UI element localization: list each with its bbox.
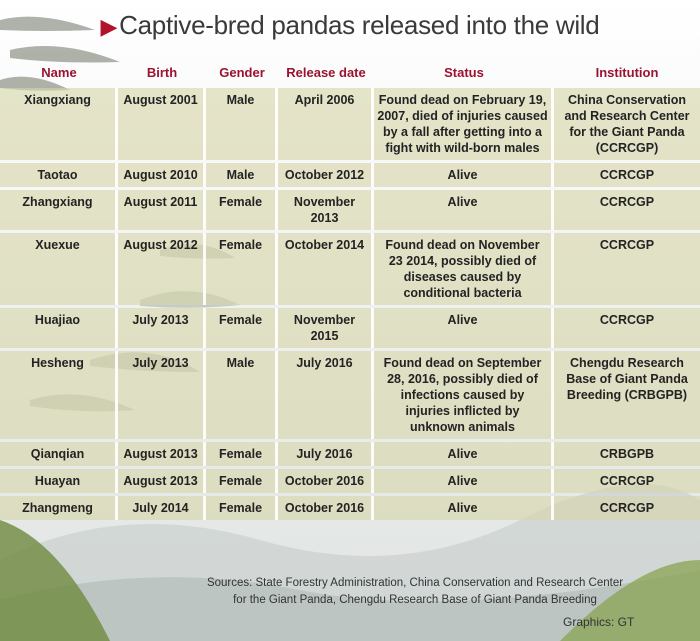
cell-institution: CCRCGP	[554, 469, 700, 493]
cell-release-date: October 2012	[278, 163, 374, 187]
table-row	[0, 442, 700, 466]
cell-gender: Female	[206, 496, 278, 520]
cell-institution: CCRCGP	[554, 308, 700, 348]
cell-release-date: November 2013	[278, 190, 374, 230]
cell-name: Hesheng	[0, 351, 118, 439]
title-text: Captive-bred pandas released into the wild	[119, 10, 600, 40]
header-birth: Birth	[146, 64, 178, 80]
sources-note: Sources: State Forestry Administration, China Conservation and Research Center for the Giant Panda, Chengdu Research Base of Giant Panda Breeding	[206, 577, 624, 606]
cell-gender: Female	[206, 190, 278, 230]
table-row	[0, 233, 700, 305]
cell-gender: Female	[206, 469, 278, 493]
cell-birth: August 2010	[118, 163, 206, 187]
cell-status: Found dead on November 23 2014, possibly died of diseases caused by conditional bacteria	[374, 233, 554, 305]
cell-release-date: October 2014	[278, 233, 374, 305]
triangle-bullet-icon: ▶	[100, 14, 118, 39]
header-status: Status	[444, 64, 484, 80]
cell-release-date: October 2016	[278, 469, 374, 493]
table-row	[0, 351, 700, 439]
cell-birth: July 2014	[118, 496, 206, 520]
cell-birth: August 2013	[118, 442, 206, 466]
cell-status: Found dead on September 28, 2016, possibly died of infections caused by injuries inflicted by unknown animals	[374, 351, 554, 439]
cell-institution: China Conservation and Research Center for the Giant Panda (CCRCGP)	[554, 88, 700, 160]
graphics-credit: Graphics: GT	[563, 615, 635, 629]
header-gender: Gender	[219, 64, 265, 80]
cell-institution: CRBGPB	[554, 442, 700, 466]
cell-birth: July 2013	[118, 351, 206, 439]
cell-name: Qianqian	[0, 442, 118, 466]
cell-birth: August 2001	[118, 88, 206, 160]
cell-gender: Female	[206, 308, 278, 348]
cell-gender: Female	[206, 442, 278, 466]
cell-release-date: July 2016	[278, 442, 374, 466]
header-release-date: Release date	[286, 64, 366, 80]
cell-name: Zhangxiang	[0, 190, 118, 230]
cell-institution: CCRCGP	[554, 233, 700, 305]
table-row	[0, 308, 700, 348]
table-row	[0, 163, 700, 187]
cell-status: Alive	[374, 469, 554, 493]
cell-name: Huayan	[0, 469, 118, 493]
cell-institution: CCRCGP	[554, 163, 700, 187]
cell-status: Found dead on February 19, 2007, died of injuries caused by a fall after getting into a fight with wild-born males	[374, 88, 554, 160]
cell-name: Taotao	[0, 163, 118, 187]
cell-release-date: November 2015	[278, 308, 374, 348]
cell-birth: August 2011	[118, 190, 206, 230]
cell-name: Xiangxiang	[0, 88, 118, 160]
panda-release-table	[0, 56, 700, 523]
cell-gender: Female	[206, 233, 278, 305]
cell-birth: July 2013	[118, 308, 206, 348]
cell-name: Xuexue	[0, 233, 118, 305]
cell-gender: Male	[206, 163, 278, 187]
header-institution: Institution	[595, 64, 659, 80]
cell-status: Alive	[374, 308, 554, 348]
cell-gender: Male	[206, 351, 278, 439]
cell-birth: August 2013	[118, 469, 206, 493]
header-name: Name	[41, 64, 77, 80]
cell-status: Alive	[374, 163, 554, 187]
cell-institution: CCRCGP	[554, 496, 700, 520]
table-header-row	[0, 59, 700, 85]
cell-release-date: October 2016	[278, 496, 374, 520]
cell-status: Alive	[374, 496, 554, 520]
cell-release-date: April 2006	[278, 88, 374, 160]
table-row	[0, 496, 700, 520]
cell-institution: Chengdu Research Base of Giant Panda Breeding (CRBGPB)	[554, 351, 700, 439]
chart-title	[0, 10, 700, 41]
cell-name: Zhangmeng	[0, 496, 118, 520]
cell-gender: Male	[206, 88, 278, 160]
cell-institution: CCRCGP	[554, 190, 700, 230]
table-row	[0, 190, 700, 230]
table-row	[0, 469, 700, 493]
table-row	[0, 88, 700, 160]
cell-status: Alive	[374, 442, 554, 466]
cell-name: Huajiao	[0, 308, 118, 348]
cell-release-date: July 2016	[278, 351, 374, 439]
cell-status: Alive	[374, 190, 554, 230]
cell-birth: August 2012	[118, 233, 206, 305]
